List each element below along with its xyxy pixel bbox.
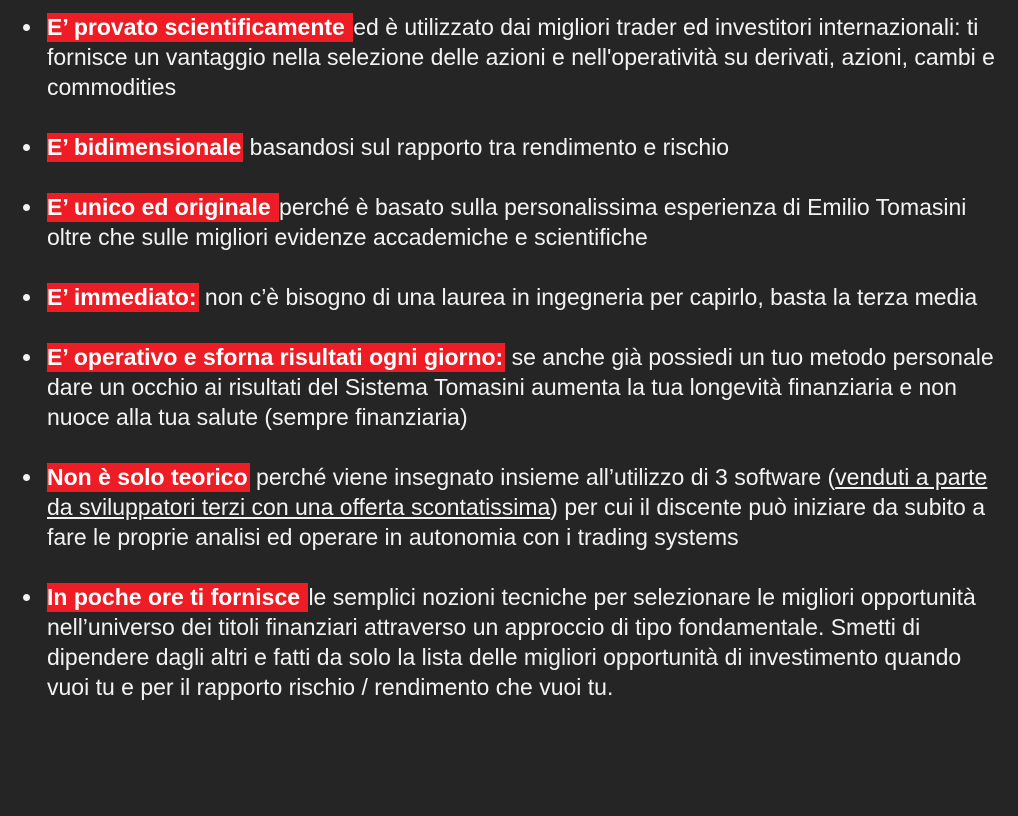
highlight-label: E’ bidimensionale [47, 134, 242, 160]
item-text: ed è utilizzato dai migliori trader ed investitori internazionali: ti fornisce un vantaggio nella selezione delle azioni e nell'operatività su derivati, azioni, cambi e commodities [47, 14, 995, 100]
feature-list [0, 12, 1018, 702]
item-text: non c’è bisogno di una laurea in ingegneria per capirlo, basta la terza media [198, 284, 978, 310]
list-item [47, 462, 997, 552]
list-item [47, 582, 997, 702]
highlight-label: E’ unico ed originale [47, 194, 278, 220]
bullet-icon [23, 24, 30, 31]
highlight-label: E’ provato scientificamente [47, 14, 352, 40]
bullet-icon [23, 474, 30, 481]
highlight-label: In poche ore ti fornisce [47, 584, 307, 610]
list-item [47, 192, 997, 252]
highlight-label: E’ operativo e sforna risultati ogni giorno: [47, 344, 504, 370]
item-text-before: perché viene insegnato insieme all’utilizzo di 3 software ( [249, 464, 836, 490]
highlight-label: Non è solo teorico [47, 464, 248, 490]
item-text-after: ) per cui il discente può iniziare da subito a fare le proprie analisi ed operare in autonomia con i trading systems [47, 494, 985, 550]
list-item [47, 282, 997, 312]
list-item [47, 342, 997, 432]
bullet-icon [23, 204, 30, 211]
item-text: se anche già possiedi un tuo metodo personale dare un occhio ai risultati del Sistema Tomasini aumenta la tua longevità finanziaria e non nuoce alla tua salute (sempre finanziaria) [47, 344, 994, 430]
item-text: perché è basato sulla personalissima esperienza di Emilio Tomasini oltre che sulle migliori evidenze accademiche e scientifiche [47, 194, 967, 250]
software-offer-link[interactable]: venduti a parte da sviluppatori terzi con una offerta scontatissima [47, 464, 988, 520]
bullet-icon [23, 354, 30, 361]
bullet-icon [23, 294, 30, 301]
list-item [47, 12, 997, 102]
item-text: le semplici nozioni tecniche per selezionare le migliori opportunità nell’universo dei titoli finanziari attraverso un approccio di tipo fondamentale. Smetti di dipendere dagli altri e fatti da solo la lista delle migliori opportunità di investimento quando vuoi tu e per il rapporto rischio / rendimento che vuoi tu. [47, 584, 976, 700]
highlight-label: E’ immediato: [47, 284, 197, 310]
list-item [47, 132, 997, 162]
bullet-icon [23, 594, 30, 601]
item-text: basandosi sul rapporto tra rendimento e rischio [243, 134, 730, 160]
bullet-icon [23, 144, 30, 151]
